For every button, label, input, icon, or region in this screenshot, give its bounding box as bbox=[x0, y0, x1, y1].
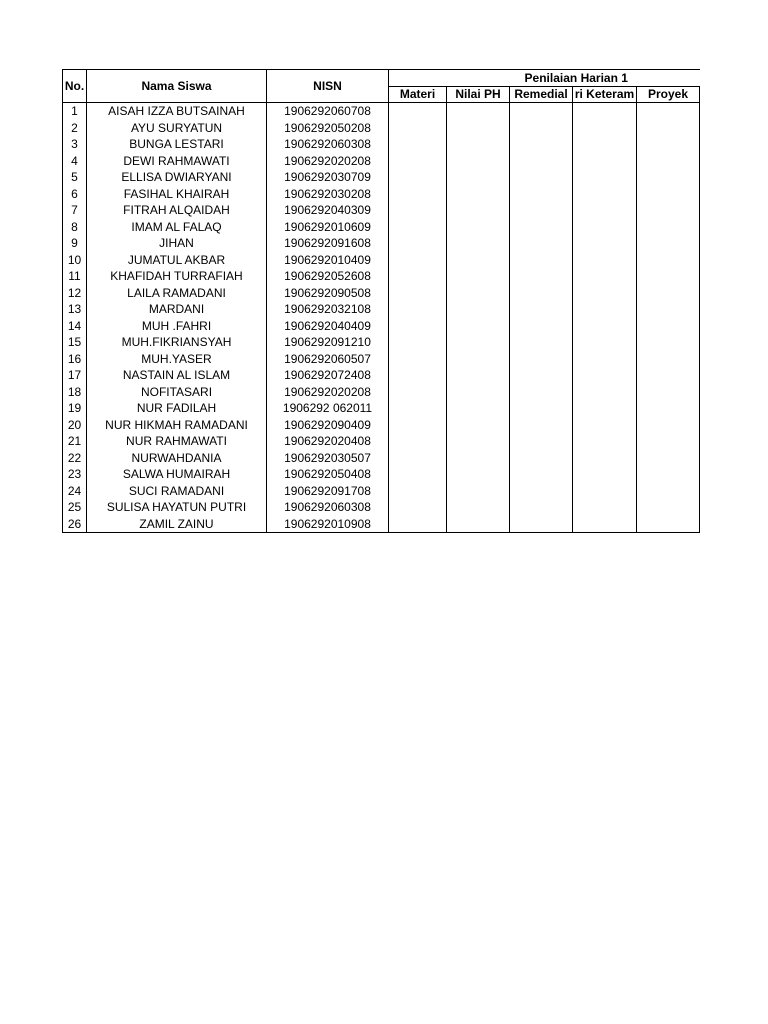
cell-nilai-ph[interactable] bbox=[447, 450, 510, 467]
cell-nilai-ph[interactable] bbox=[447, 268, 510, 285]
cell-proyek[interactable] bbox=[637, 367, 700, 384]
cell-keterampilan[interactable] bbox=[573, 136, 637, 153]
cell-no[interactable]: 26 bbox=[63, 516, 87, 533]
cell-materi[interactable] bbox=[389, 516, 447, 533]
cell-nilai-ph[interactable] bbox=[447, 301, 510, 318]
cell-remedial[interactable] bbox=[510, 417, 573, 434]
cell-keterampilan[interactable] bbox=[573, 202, 637, 219]
cell-nisn[interactable]: 1906292050408 bbox=[267, 466, 389, 483]
cell-remedial[interactable] bbox=[510, 186, 573, 203]
cell-nilai-ph[interactable] bbox=[447, 334, 510, 351]
cell-nilai-ph[interactable] bbox=[447, 252, 510, 269]
cell-no[interactable]: 13 bbox=[63, 301, 87, 318]
cell-nisn[interactable]: 1906292032108 bbox=[267, 301, 389, 318]
cell-keterampilan[interactable] bbox=[573, 499, 637, 516]
cell-proyek[interactable] bbox=[637, 400, 700, 417]
cell-materi[interactable] bbox=[389, 235, 447, 252]
cell-keterampilan[interactable] bbox=[573, 466, 637, 483]
cell-proyek[interactable] bbox=[637, 318, 700, 335]
table-row bbox=[63, 120, 700, 137]
cell-name[interactable]: FITRAH ALQAIDAH bbox=[87, 202, 267, 219]
cell-nilai-ph[interactable] bbox=[447, 153, 510, 170]
cell-nisn[interactable]: 1906292020208 bbox=[267, 153, 389, 170]
cell-keterampilan[interactable] bbox=[573, 450, 637, 467]
cell-proyek[interactable] bbox=[637, 136, 700, 153]
cell-materi[interactable] bbox=[389, 153, 447, 170]
cell-materi[interactable] bbox=[389, 219, 447, 236]
cell-name[interactable]: NUR RAHMAWATI bbox=[87, 433, 267, 450]
table-row bbox=[63, 400, 700, 417]
cell-keterampilan[interactable] bbox=[573, 433, 637, 450]
cell-no[interactable]: 21 bbox=[63, 433, 87, 450]
cell-nisn[interactable]: 1906292010409 bbox=[267, 252, 389, 269]
cell-name[interactable]: AYU SURYATUN bbox=[87, 120, 267, 137]
cell-proyek[interactable] bbox=[637, 268, 700, 285]
cell-no[interactable]: 8 bbox=[63, 219, 87, 236]
cell-proyek[interactable] bbox=[637, 252, 700, 269]
cell-name[interactable]: MUH.YASER bbox=[87, 351, 267, 368]
cell-keterampilan[interactable] bbox=[573, 219, 637, 236]
header-proyek[interactable]: Proyek bbox=[637, 87, 700, 103]
cell-nilai-ph[interactable] bbox=[447, 202, 510, 219]
cell-nisn[interactable]: 1906292091210 bbox=[267, 334, 389, 351]
cell-no[interactable]: 4 bbox=[63, 153, 87, 170]
cell-remedial[interactable] bbox=[510, 219, 573, 236]
cell-no[interactable]: 11 bbox=[63, 268, 87, 285]
cell-no[interactable]: 5 bbox=[63, 169, 87, 186]
cell-proyek[interactable] bbox=[637, 301, 700, 318]
cell-remedial[interactable] bbox=[510, 153, 573, 170]
cell-nilai-ph[interactable] bbox=[447, 417, 510, 434]
cell-nisn[interactable]: 1906292091608 bbox=[267, 235, 389, 252]
table-row bbox=[63, 268, 700, 285]
cell-keterampilan[interactable] bbox=[573, 268, 637, 285]
cell-name[interactable]: NUR FADILAH bbox=[87, 400, 267, 417]
cell-keterampilan[interactable] bbox=[573, 367, 637, 384]
cell-name[interactable]: JIHAN bbox=[87, 235, 267, 252]
cell-nilai-ph[interactable] bbox=[447, 351, 510, 368]
cell-materi[interactable] bbox=[389, 285, 447, 302]
cell-name[interactable]: ZAMIL ZAINU bbox=[87, 516, 267, 533]
cell-keterampilan[interactable] bbox=[573, 153, 637, 170]
table-row bbox=[63, 235, 700, 252]
cell-nisn[interactable]: 1906292040309 bbox=[267, 202, 389, 219]
cell-materi[interactable] bbox=[389, 417, 447, 434]
cell-name[interactable]: KHAFIDAH TURRAFIAH bbox=[87, 268, 267, 285]
cell-nisn[interactable]: 1906292091708 bbox=[267, 483, 389, 500]
cell-proyek[interactable] bbox=[637, 186, 700, 203]
cell-materi[interactable] bbox=[389, 268, 447, 285]
header-penilaian-harian[interactable]: Penilaian Harian 1 bbox=[389, 70, 700, 87]
cell-remedial[interactable] bbox=[510, 252, 573, 269]
header-row bbox=[63, 70, 700, 87]
cell-remedial[interactable] bbox=[510, 202, 573, 219]
cell-keterampilan[interactable] bbox=[573, 169, 637, 186]
grade-table bbox=[62, 69, 700, 533]
cell-nilai-ph[interactable] bbox=[447, 516, 510, 533]
cell-nisn[interactable]: 1906292030709 bbox=[267, 169, 389, 186]
cell-name[interactable]: MARDANI bbox=[87, 301, 267, 318]
header-nilai-ph[interactable]: Nilai PH bbox=[447, 87, 510, 103]
cell-nilai-ph[interactable] bbox=[447, 103, 510, 120]
cell-materi[interactable] bbox=[389, 318, 447, 335]
cell-nilai-ph[interactable] bbox=[447, 400, 510, 417]
cell-name[interactable]: NOFITASARI bbox=[87, 384, 267, 401]
cell-nisn[interactable]: 1906292060708 bbox=[267, 103, 389, 120]
cell-nisn[interactable]: 1906292010609 bbox=[267, 219, 389, 236]
cell-nilai-ph[interactable] bbox=[447, 433, 510, 450]
table-row bbox=[63, 219, 700, 236]
cell-remedial[interactable] bbox=[510, 136, 573, 153]
table-row bbox=[63, 136, 700, 153]
cell-remedial[interactable] bbox=[510, 499, 573, 516]
cell-name[interactable]: NUR HIKMAH RAMADANI bbox=[87, 417, 267, 434]
cell-keterampilan[interactable] bbox=[573, 186, 637, 203]
cell-remedial[interactable] bbox=[510, 516, 573, 533]
cell-no[interactable]: 16 bbox=[63, 351, 87, 368]
cell-proyek[interactable] bbox=[637, 219, 700, 236]
table-row bbox=[63, 516, 700, 533]
cell-proyek[interactable] bbox=[637, 153, 700, 170]
table-row bbox=[63, 252, 700, 269]
cell-nisn[interactable]: 1906292052608 bbox=[267, 268, 389, 285]
cell-keterampilan[interactable] bbox=[573, 334, 637, 351]
cell-nilai-ph[interactable] bbox=[447, 186, 510, 203]
cell-remedial[interactable] bbox=[510, 466, 573, 483]
cell-proyek[interactable] bbox=[637, 285, 700, 302]
cell-name[interactable]: ELLISA DWIARYANI bbox=[87, 169, 267, 186]
cell-proyek[interactable] bbox=[637, 516, 700, 533]
cell-nisn[interactable]: 1906292020408 bbox=[267, 433, 389, 450]
cell-proyek[interactable] bbox=[637, 450, 700, 467]
cell-nisn[interactable]: 1906292030507 bbox=[267, 450, 389, 467]
cell-no[interactable]: 24 bbox=[63, 483, 87, 500]
cell-nisn[interactable]: 1906292030208 bbox=[267, 186, 389, 203]
table-row bbox=[63, 466, 700, 483]
cell-materi[interactable] bbox=[389, 400, 447, 417]
cell-name[interactable]: DEWI RAHMAWATI bbox=[87, 153, 267, 170]
cell-remedial[interactable] bbox=[510, 483, 573, 500]
cell-nilai-ph[interactable] bbox=[447, 318, 510, 335]
cell-no[interactable]: 19 bbox=[63, 400, 87, 417]
header-remedial[interactable]: Remedial bbox=[510, 87, 573, 103]
cell-proyek[interactable] bbox=[637, 433, 700, 450]
cell-proyek[interactable] bbox=[637, 417, 700, 434]
cell-materi[interactable] bbox=[389, 136, 447, 153]
cell-no[interactable]: 7 bbox=[63, 202, 87, 219]
cell-keterampilan[interactable] bbox=[573, 384, 637, 401]
cell-proyek[interactable] bbox=[637, 483, 700, 500]
cell-no[interactable]: 2 bbox=[63, 120, 87, 137]
cell-nilai-ph[interactable] bbox=[447, 235, 510, 252]
cell-proyek[interactable] bbox=[637, 499, 700, 516]
cell-remedial[interactable] bbox=[510, 334, 573, 351]
cell-nilai-ph[interactable] bbox=[447, 120, 510, 137]
cell-no[interactable]: 20 bbox=[63, 417, 87, 434]
cell-remedial[interactable] bbox=[510, 384, 573, 401]
cell-name[interactable]: LAILA RAMADANI bbox=[87, 285, 267, 302]
cell-proyek[interactable] bbox=[637, 103, 700, 120]
cell-no[interactable]: 1 bbox=[63, 103, 87, 120]
cell-nisn[interactable]: 1906292050208 bbox=[267, 120, 389, 137]
cell-remedial[interactable] bbox=[510, 169, 573, 186]
cell-nisn[interactable]: 1906292090409 bbox=[267, 417, 389, 434]
cell-materi[interactable] bbox=[389, 351, 447, 368]
cell-name[interactable]: BUNGA LESTARI bbox=[87, 136, 267, 153]
cell-materi[interactable] bbox=[389, 433, 447, 450]
cell-keterampilan[interactable] bbox=[573, 417, 637, 434]
cell-keterampilan[interactable] bbox=[573, 285, 637, 302]
cell-name[interactable]: SALWA HUMAIRAH bbox=[87, 466, 267, 483]
cell-proyek[interactable] bbox=[637, 169, 700, 186]
table-row bbox=[63, 103, 700, 120]
cell-no[interactable]: 25 bbox=[63, 499, 87, 516]
cell-keterampilan[interactable] bbox=[573, 235, 637, 252]
cell-nilai-ph[interactable] bbox=[447, 285, 510, 302]
cell-name[interactable]: NASTAIN AL ISLAM bbox=[87, 367, 267, 384]
cell-nilai-ph[interactable] bbox=[447, 169, 510, 186]
cell-nisn[interactable]: 1906292072408 bbox=[267, 367, 389, 384]
header-materi[interactable]: Materi bbox=[389, 87, 447, 103]
cell-remedial[interactable] bbox=[510, 103, 573, 120]
cell-materi[interactable] bbox=[389, 252, 447, 269]
cell-nisn[interactable]: 1906292 062011 bbox=[267, 400, 389, 417]
cell-keterampilan[interactable] bbox=[573, 252, 637, 269]
cell-remedial[interactable] bbox=[510, 433, 573, 450]
cell-remedial[interactable] bbox=[510, 268, 573, 285]
cell-nisn[interactable]: 1906292010908 bbox=[267, 516, 389, 533]
header-keterampilan[interactable]: ri Keteram bbox=[573, 87, 637, 103]
cell-keterampilan[interactable] bbox=[573, 483, 637, 500]
cell-materi[interactable] bbox=[389, 367, 447, 384]
cell-remedial[interactable] bbox=[510, 367, 573, 384]
cell-name[interactable]: FASIHAL KHAIRAH bbox=[87, 186, 267, 203]
cell-proyek[interactable] bbox=[637, 384, 700, 401]
cell-materi[interactable] bbox=[389, 169, 447, 186]
cell-no[interactable]: 18 bbox=[63, 384, 87, 401]
cell-materi[interactable] bbox=[389, 202, 447, 219]
cell-no[interactable]: 12 bbox=[63, 285, 87, 302]
cell-no[interactable]: 9 bbox=[63, 235, 87, 252]
table-row bbox=[63, 417, 700, 434]
table-row bbox=[63, 169, 700, 186]
cell-keterampilan[interactable] bbox=[573, 400, 637, 417]
table-row bbox=[63, 318, 700, 335]
table-row bbox=[63, 351, 700, 368]
cell-proyek[interactable] bbox=[637, 334, 700, 351]
header-no[interactable]: No. bbox=[63, 70, 87, 103]
cell-materi[interactable] bbox=[389, 334, 447, 351]
header-nisn[interactable]: NISN bbox=[267, 70, 389, 103]
cell-remedial[interactable] bbox=[510, 301, 573, 318]
table-row bbox=[63, 433, 700, 450]
cell-nilai-ph[interactable] bbox=[447, 466, 510, 483]
cell-no[interactable]: 22 bbox=[63, 450, 87, 467]
cell-no[interactable]: 10 bbox=[63, 252, 87, 269]
cell-nisn[interactable]: 1906292060507 bbox=[267, 351, 389, 368]
table-row bbox=[63, 301, 700, 318]
cell-keterampilan[interactable] bbox=[573, 301, 637, 318]
table-row bbox=[63, 202, 700, 219]
cell-materi[interactable] bbox=[389, 301, 447, 318]
cell-remedial[interactable] bbox=[510, 120, 573, 137]
cell-name[interactable]: SULISA HAYATUN PUTRI bbox=[87, 499, 267, 516]
cell-nisn[interactable]: 1906292020208 bbox=[267, 384, 389, 401]
cell-nilai-ph[interactable] bbox=[447, 483, 510, 500]
table-row bbox=[63, 153, 700, 170]
cell-materi[interactable] bbox=[389, 103, 447, 120]
cell-keterampilan[interactable] bbox=[573, 103, 637, 120]
cell-name[interactable]: SUCI RAMADANI bbox=[87, 483, 267, 500]
cell-remedial[interactable] bbox=[510, 318, 573, 335]
cell-proyek[interactable] bbox=[637, 235, 700, 252]
cell-keterampilan[interactable] bbox=[573, 516, 637, 533]
cell-materi[interactable] bbox=[389, 499, 447, 516]
cell-no[interactable]: 15 bbox=[63, 334, 87, 351]
cell-remedial[interactable] bbox=[510, 400, 573, 417]
cell-name[interactable]: MUH .FAHRI bbox=[87, 318, 267, 335]
cell-name[interactable]: JUMATUL AKBAR bbox=[87, 252, 267, 269]
cell-nisn[interactable]: 1906292040409 bbox=[267, 318, 389, 335]
cell-materi[interactable] bbox=[389, 483, 447, 500]
table-row bbox=[63, 499, 700, 516]
table-row bbox=[63, 367, 700, 384]
cell-no[interactable]: 17 bbox=[63, 367, 87, 384]
cell-no[interactable]: 23 bbox=[63, 466, 87, 483]
table-row bbox=[63, 334, 700, 351]
cell-materi[interactable] bbox=[389, 120, 447, 137]
table-row bbox=[63, 483, 700, 500]
cell-materi[interactable] bbox=[389, 384, 447, 401]
table-row bbox=[63, 186, 700, 203]
cell-name[interactable]: MUH.FIKRIANSYAH bbox=[87, 334, 267, 351]
cell-nilai-ph[interactable] bbox=[447, 499, 510, 516]
cell-nilai-ph[interactable] bbox=[447, 367, 510, 384]
cell-nisn[interactable]: 1906292090508 bbox=[267, 285, 389, 302]
table-row bbox=[63, 285, 700, 302]
header-name[interactable]: Nama Siswa bbox=[87, 70, 267, 103]
cell-no[interactable]: 6 bbox=[63, 186, 87, 203]
cell-proyek[interactable] bbox=[637, 351, 700, 368]
cell-proyek[interactable] bbox=[637, 202, 700, 219]
cell-nilai-ph[interactable] bbox=[447, 219, 510, 236]
cell-name[interactable]: NURWAHDANIA bbox=[87, 450, 267, 467]
cell-remedial[interactable] bbox=[510, 285, 573, 302]
cell-proyek[interactable] bbox=[637, 120, 700, 137]
table-row bbox=[63, 450, 700, 467]
cell-remedial[interactable] bbox=[510, 450, 573, 467]
table-row bbox=[63, 384, 700, 401]
cell-nisn[interactable]: 1906292060308 bbox=[267, 136, 389, 153]
cell-keterampilan[interactable] bbox=[573, 120, 637, 137]
cell-remedial[interactable] bbox=[510, 235, 573, 252]
cell-materi[interactable] bbox=[389, 466, 447, 483]
cell-keterampilan[interactable] bbox=[573, 318, 637, 335]
cell-no[interactable]: 3 bbox=[63, 136, 87, 153]
cell-materi[interactable] bbox=[389, 450, 447, 467]
cell-name[interactable]: IMAM AL FALAQ bbox=[87, 219, 267, 236]
cell-name[interactable]: AISAH IZZA BUTSAINAH bbox=[87, 103, 267, 120]
cell-nisn[interactable]: 1906292060308 bbox=[267, 499, 389, 516]
cell-nilai-ph[interactable] bbox=[447, 136, 510, 153]
cell-remedial[interactable] bbox=[510, 351, 573, 368]
cell-no[interactable]: 14 bbox=[63, 318, 87, 335]
cell-materi[interactable] bbox=[389, 186, 447, 203]
cell-nilai-ph[interactable] bbox=[447, 384, 510, 401]
cell-keterampilan[interactable] bbox=[573, 351, 637, 368]
cell-proyek[interactable] bbox=[637, 466, 700, 483]
